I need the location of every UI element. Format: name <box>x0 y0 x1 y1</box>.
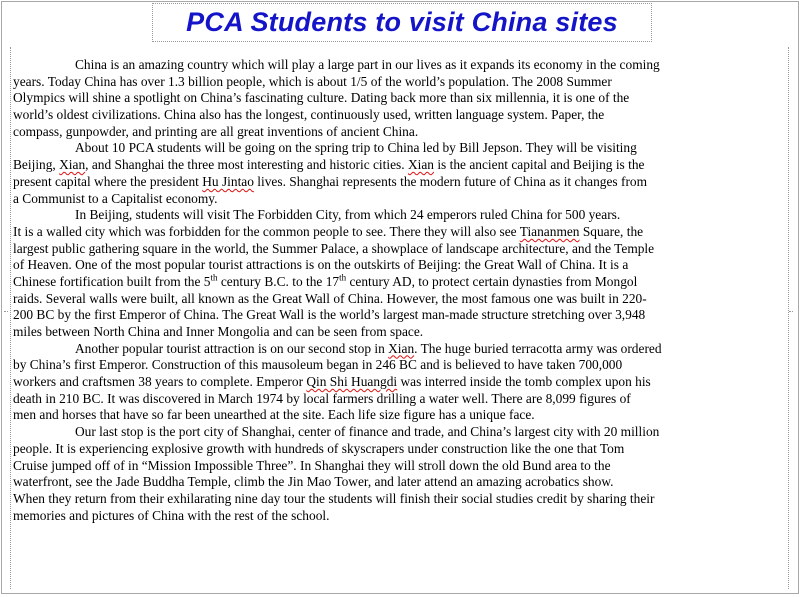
text-run: It is a walled city which was forbidden for the common people to see. There they will also see <box>13 223 520 239</box>
text-run: Another popular tourist attraction is on our second stop in <box>75 340 389 356</box>
text-run: When they return from their exhilarating nine day tour the students will finish their social studies credit by sharing their <box>13 490 655 506</box>
text-line <box>13 458 785 475</box>
spellcheck-flagged-word: Hu Jintao <box>202 173 254 189</box>
text-line <box>13 107 785 124</box>
text-line <box>13 157 785 174</box>
text-run: years. Today China has over 1.3 billion people, which is about 1/5 of the world’s population. The 2008 Summer <box>13 73 612 89</box>
superscript: th <box>210 272 218 283</box>
text-run: a Communist to a Capitalist economy. <box>13 190 218 206</box>
text-run: raids. Several walls were built, all known as the Great Wall of China. However, the most famous one was built in 220- <box>13 290 647 306</box>
text-run: Beijing, <box>13 157 60 173</box>
text-run: was interred inside the tomb complex upon his <box>397 374 651 390</box>
text-run: workers and craftsmen 38 years to complete. Emperor <box>13 374 307 390</box>
text-line <box>13 374 785 391</box>
text-run: compass, gunpowder, and printing are all great inventions of ancient China. <box>13 123 419 139</box>
text-line <box>13 140 785 157</box>
document-title: PCA Students to visit China sites <box>186 7 618 37</box>
right-margin-marker <box>789 311 793 312</box>
text-line <box>13 508 785 525</box>
text-run: by China’s first Emperor. Construction of this mausoleum began in 246 BC and is believed to have taken 700,000 <box>13 357 623 373</box>
paragraph <box>13 57 785 140</box>
text-line <box>13 74 785 91</box>
spellcheck-flagged-word: Xian <box>407 157 434 173</box>
text-run: world’s oldest civilizations. China also has the longest, continuously used, written language system. Paper, the <box>13 107 605 123</box>
text-run: century AD, to protect certain dynasties from Mongol <box>346 273 638 289</box>
text-run: . The huge buried terracotta army was ordered <box>414 340 662 356</box>
text-run: Square, the <box>579 223 644 239</box>
text-line <box>13 357 785 374</box>
text-run: China is an amazing country which will play a large part in our lives as it expands its economy in the coming <box>75 57 660 72</box>
text-run: memories and pictures of China with the rest of the school. <box>13 507 330 523</box>
text-run: , and Shanghai the three most interesting and historic cities. <box>85 157 408 173</box>
text-line <box>13 407 785 424</box>
left-margin-guide <box>10 47 11 589</box>
text-line <box>13 474 785 491</box>
text-line <box>13 307 785 324</box>
text-line <box>13 424 785 441</box>
text-run: century B.C. to the 17 <box>217 273 340 289</box>
text-run: Cruise jumped off of in “Mission Impossible Three”. In Shanghai they will stroll down the old Bund area to the <box>13 457 611 473</box>
text-run: people. It is experiencing explosive growth with hundreds of skyscrapers under construction like the one that Tom <box>13 440 625 456</box>
text-run: Our last stop is the port city of Shanghai, center of finance and trade, and China’s largest city with 20 million <box>75 424 660 440</box>
text-line <box>13 257 785 274</box>
text-run: death in 210 BC. It was discovered in March 1974 by local farmers drilling a water well. There are 8,099 figures of <box>13 390 631 406</box>
text-run: 200 BC by the first Emperor of China. The Great Wall is the world’s largest man-made structure stretching over 3,948 <box>13 307 646 323</box>
spellcheck-flagged-word: Xian <box>388 340 415 356</box>
text-run: waterfront, see the Jade Buddha Temple, climb the Jin Mao Tower, and later attend an amazing acrobatics show. <box>13 474 614 490</box>
text-run: Chinese fortification built from the 5 <box>13 273 211 289</box>
text-run: In Beijing, students will visit The Forbidden City, from which 24 emperors ruled China for 500 years. <box>75 207 621 223</box>
text-run: miles between North China and Inner Mongolia and can be seen from space. <box>13 324 424 339</box>
spellcheck-flagged-word: Tiananmen <box>519 223 580 239</box>
text-line <box>13 191 785 208</box>
spellcheck-flagged-word: Xian <box>59 157 86 173</box>
right-margin-guide <box>788 47 789 589</box>
paragraph <box>13 140 785 207</box>
text-line <box>13 291 785 308</box>
paragraph <box>13 424 785 524</box>
superscript: th <box>339 272 347 283</box>
spellcheck-flagged-word: Qin Shi Huangdi <box>306 374 398 390</box>
text-line <box>13 324 785 341</box>
text-run: Olympics will shine a spotlight on China’s fascinating culture. Dating back more than six millennia, it is one of the <box>13 90 630 106</box>
text-line <box>13 391 785 408</box>
text-line <box>13 57 785 74</box>
text-line <box>13 491 785 508</box>
title-text-box[interactable] <box>152 3 652 42</box>
left-margin-marker <box>4 311 8 312</box>
paragraph <box>13 341 785 424</box>
paragraph <box>13 207 785 341</box>
text-run: About 10 PCA students will be going on the spring trip to China led by Bill Jepson. They will be visiting <box>75 140 637 156</box>
text-line <box>13 274 785 291</box>
text-run: present capital where the president <box>13 173 203 189</box>
text-line <box>13 174 785 191</box>
text-line <box>13 441 785 458</box>
text-line <box>13 224 785 241</box>
text-line <box>13 90 785 107</box>
text-run: is the ancient capital and Beijing is the <box>433 157 645 173</box>
text-line <box>13 241 785 258</box>
text-line <box>13 124 785 141</box>
text-line <box>13 341 785 358</box>
text-run: men and horses that have so far been unearthed at the site. Each life size figure has a unique face. <box>13 407 535 423</box>
text-line <box>13 207 785 224</box>
text-run: of Heaven. One of the most popular tourist attractions is on the outskirts of Beijing: the Great Wall of China. It is a <box>13 257 629 273</box>
text-run: lives. Shanghai represents the modern future of China as it changes from <box>253 173 648 189</box>
body-text[interactable] <box>13 57 785 524</box>
text-run: largest public gathering square in the world, the Summer Palace, a showplace of landscape architecture, and the Temple <box>13 240 655 256</box>
